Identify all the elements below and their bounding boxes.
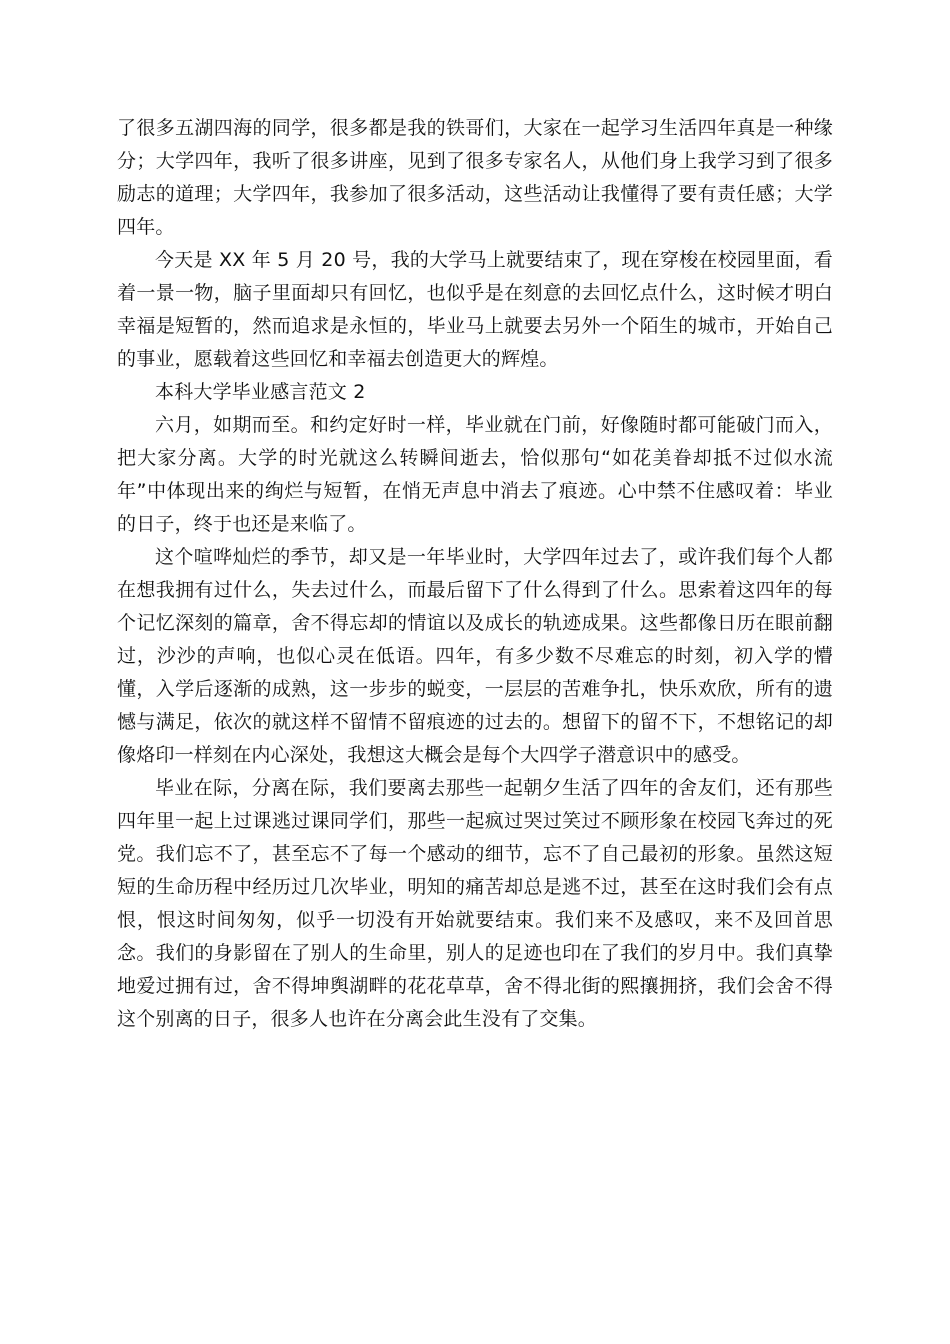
paragraph-3: 六月，如期而至。和约定好时一样，毕业就在门前，好像随时都可能破门而入，把大家分离。大学的时光就这么转瞬间逝去，恰似那句“如花美眷却抵不过似水流年”中体现出来的绚烂与短暂，在悄无声息中消去了痕迹。心中禁不住感叹着：毕业的日子，终于也还是来临了。 xyxy=(117,414,833,535)
paragraph-4: 这个喧哗灿烂的季节，却又是一年毕业时，大学四年过去了，或许我们每个人都在想我拥有过什么，失去过什么，而最后留下了什么得到了什么。思索着这四年的每个记忆深刻的篇章，舍不得忘却的情谊以及成长的轨迹成果。这些都像日历在眼前翻过，沙沙的声响，也似心灵在低语。四年，有多少数不尽难忘的时刻，初入学的懵懂，入学后逐渐的成熟，这一步步的蜕变，一层层的苦难争扎，快乐欢欣，所有的遗憾与满足，依次的就这样不留情不留痕迹的过去的。想留下的留不下，不想铭记的却像烙印一样刻在内心深处，我想这大概会是每个大四学子潜意识中的感受。 xyxy=(117,546,833,766)
section-heading: 本科大学毕业感言范文 2 xyxy=(155,381,366,403)
paragraph-1: 了很多五湖四海的同学，很多都是我的铁哥们，大家在一起学习生活四年真是一种缘分；大学四年，我听了很多讲座，见到了很多专家名人，从他们身上我学习到了很多励志的道理；大学四年，我参加了很多活动，这些活动让我懂得了要有责任感；大学四年。 xyxy=(117,117,833,238)
paragraph-2: 今天是 XX 年 5 月 20 号，我的大学马上就要结束了，现在穿梭在校园里面，看着一景一物，脑子里面却只有回忆，也似乎是在刻意的去回忆点什么，这时候才明白幸福是短暂的，然而追求是永恒的，毕业马上就要去另外一个陌生的城市，开始自己的事业，愿载着这些回忆和幸福去创造更大的辉煌。 xyxy=(117,249,833,370)
paragraph-5: 毕业在际，分离在际，我们要离去那些一起朝夕生活了四年的舍友们，还有那些四年里一起上过课逃过课同学们，那些一起疯过哭过笑过不顾形象在校园飞奔过的死党。我们忘不了，甚至忘不了每一个感动的细节，忘不了自己最初的形象。虽然这短短的生命历程中经历过几次毕业，明知的痛苦却总是逃不过，甚至在这时我们会有点恨，恨这时间匆匆，似乎一切没有开始就要结束。我们来不及感叹，来不及回首思念。我们的身影留在了别人的生命里，别人的足迹也印在了我们的岁月中。我们真挚地爱过拥有过，舍不得坤舆湖畔的花花草草，舍不得北街的熙攘拥挤，我们会舍不得这个别离的日子，很多人也许在分离会此生没有了交集。 xyxy=(117,777,833,1030)
document-body xyxy=(117,112,833,1036)
